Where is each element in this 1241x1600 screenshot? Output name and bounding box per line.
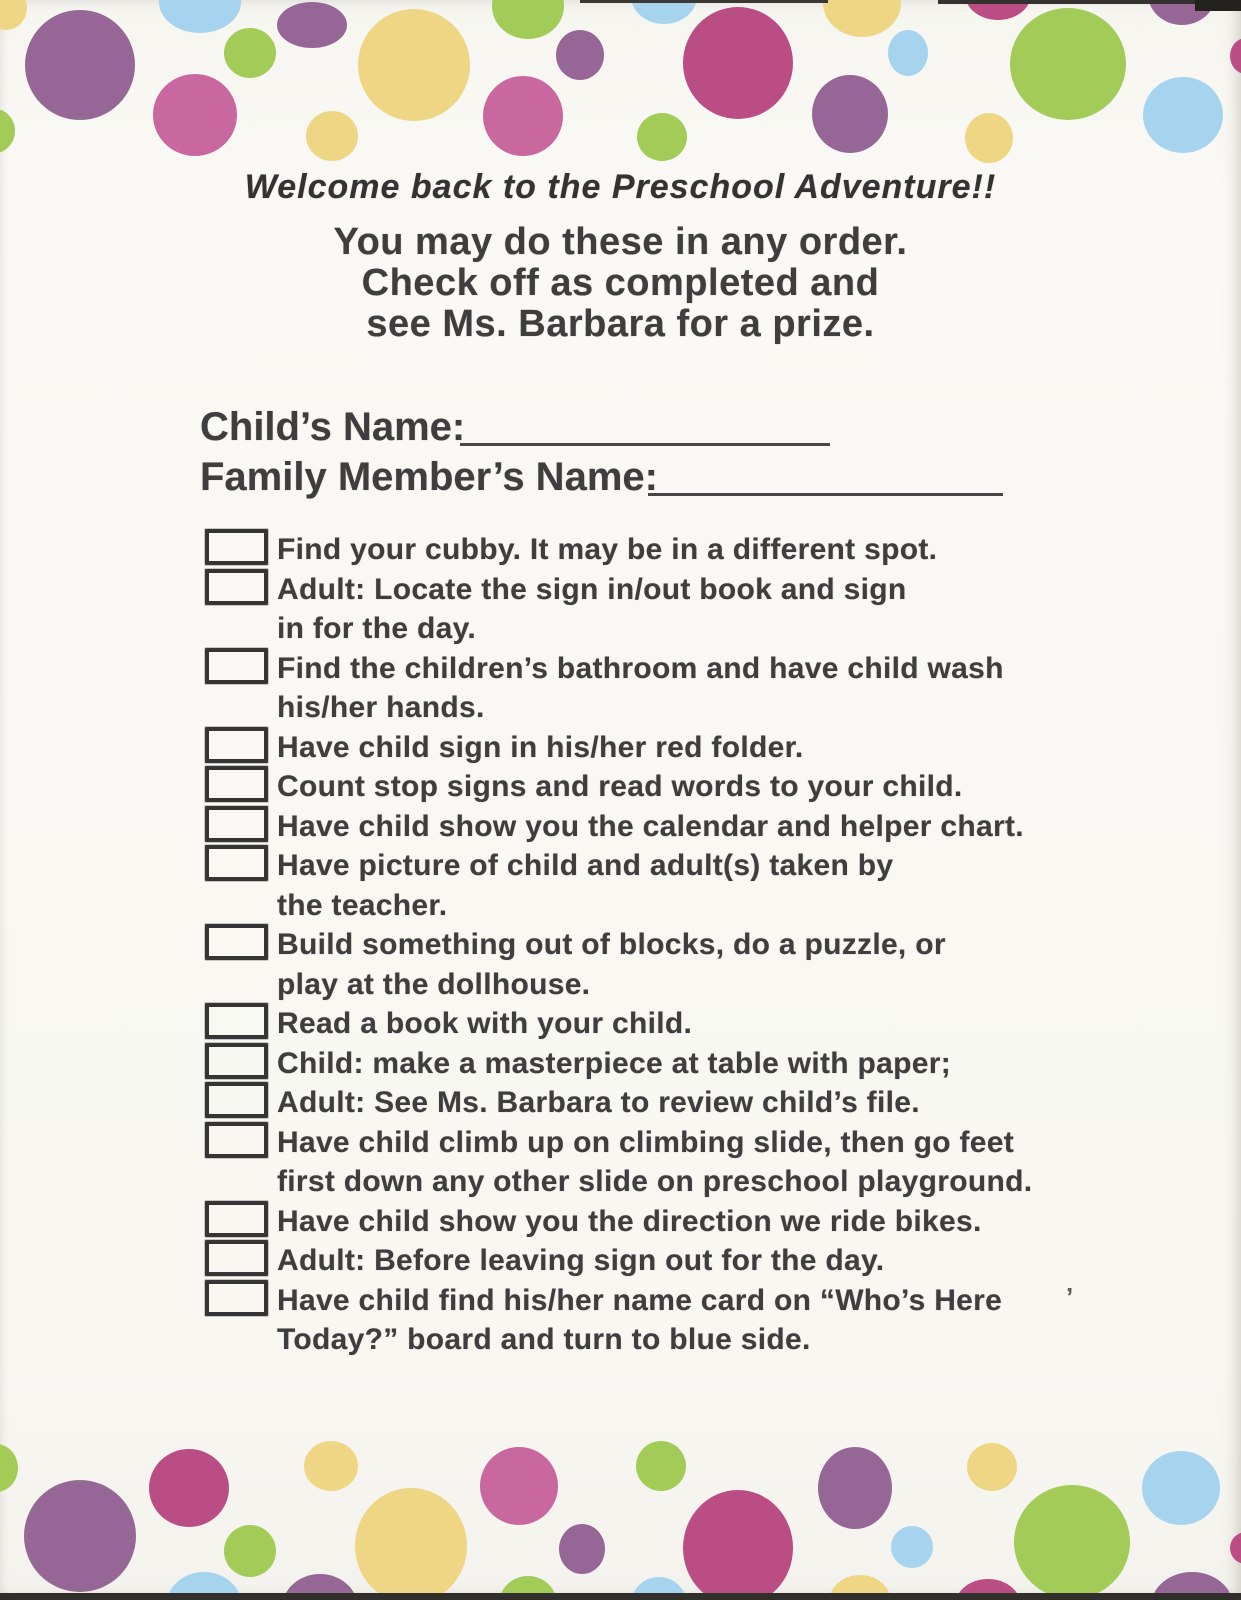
checklist-item-line: play at the dollhouse. — [277, 967, 591, 1001]
checkbox[interactable] — [205, 1240, 268, 1276]
checkbox[interactable] — [205, 529, 268, 565]
checklist-item — [205, 1241, 1032, 1281]
checkbox[interactable] — [205, 1201, 268, 1237]
checklist-item — [205, 1004, 1032, 1044]
document-title: Welcome back to the Preschool Adventure!! — [244, 168, 997, 206]
checkbox[interactable] — [205, 1043, 268, 1079]
scan-edge-artifact — [580, 0, 828, 3]
checklist — [205, 530, 1032, 1360]
family-member-name-label: Family Member’s Name: — [200, 455, 658, 499]
checkbox[interactable] — [205, 1122, 268, 1158]
checklist-item — [205, 1281, 1032, 1360]
scan-edge-artifact — [1195, 0, 1241, 11]
checklist-item-text — [277, 925, 946, 1004]
checkbox[interactable] — [205, 569, 268, 605]
child-name-label: Child’s Name: — [200, 405, 466, 449]
checklist-item-line: Have child find his/her name card on “Who’s Here — [277, 1283, 1003, 1317]
checklist-item-line: Find the children’s bathroom and have child wash — [277, 651, 1004, 685]
intro-line: see Ms. Barbara for a prize. — [366, 303, 875, 345]
checkbox[interactable] — [205, 1082, 268, 1118]
checklist-item — [205, 649, 1032, 728]
checklist-item-line: Adult: See Ms. Barbara to review child’s file. — [277, 1086, 920, 1119]
checklist-item-text — [277, 807, 1024, 847]
name-fields — [200, 402, 1003, 502]
checkbox[interactable] — [205, 924, 268, 960]
checkbox[interactable] — [205, 648, 268, 684]
scan-stray-mark: ’ — [1066, 1282, 1074, 1312]
checklist-item — [205, 1202, 1032, 1242]
checklist-item-line: Adult: Before leaving sign out for the day. — [277, 1244, 885, 1277]
checklist-item-text — [277, 1241, 884, 1281]
checklist-item — [205, 925, 1032, 1004]
family-member-name-input-line[interactable] — [648, 453, 1003, 496]
intro-text — [28, 222, 1213, 345]
checklist-item-text — [277, 846, 893, 925]
checklist-item-line: the teacher. — [277, 888, 448, 922]
checklist-item-text — [277, 1123, 1032, 1202]
checkbox[interactable] — [205, 845, 268, 881]
family-member-name-row — [200, 452, 1003, 502]
checklist-item-text — [277, 570, 907, 649]
checklist-item-line: Have child climb up on climbing slide, then go feet — [277, 1125, 1015, 1159]
checklist-item — [205, 1083, 1032, 1123]
intro-line: You may do these in any order. — [333, 221, 908, 263]
checklist-item — [205, 1044, 1032, 1084]
checkbox[interactable] — [205, 766, 268, 802]
checklist-item-text — [277, 1281, 1002, 1360]
checkbox[interactable] — [205, 1280, 268, 1316]
checklist-item — [205, 1123, 1032, 1202]
checklist-item — [205, 728, 1032, 768]
checkbox[interactable] — [205, 806, 268, 842]
checklist-item-text — [277, 1004, 692, 1044]
checklist-item-text — [277, 1202, 982, 1242]
checklist-item-line: Adult: Locate the sign in/out book and sign — [277, 572, 907, 606]
checklist-item-line: Count stop signs and read words to your child. — [277, 770, 963, 803]
checklist-item-text — [277, 1083, 920, 1123]
checklist-item-line: Have child show you the direction we ride bikes. — [277, 1204, 982, 1238]
checklist-item-line: Have child sign in his/her red folder. — [277, 730, 804, 764]
checklist-item — [205, 530, 1032, 570]
checklist-item-line: Build something out of blocks, do a puzzle, or — [277, 928, 946, 961]
checklist-item-line: Have picture of child and adult(s) taken by — [277, 849, 894, 882]
checkbox[interactable] — [205, 727, 268, 763]
checklist-item-text — [277, 649, 1004, 728]
checklist-item-text — [277, 728, 804, 768]
checklist-item-line: his/her hands. — [277, 691, 485, 724]
checklist-item-line: Find your cubby. It may be in a different spot. — [277, 533, 938, 566]
checklist-item-line: in for the day. — [277, 612, 476, 645]
checkbox[interactable] — [205, 1003, 268, 1039]
intro-line: Check off as completed and — [361, 262, 880, 304]
checklist-item-line: Child: make a masterpiece at table with paper; — [277, 1046, 952, 1080]
checklist-item — [205, 570, 1032, 649]
checklist-item — [205, 807, 1032, 847]
checklist-item-line: Read a book with your child. — [277, 1007, 693, 1040]
scan-edge-artifact — [0, 1593, 1241, 1600]
checklist-item-text — [277, 767, 963, 807]
checklist-item — [205, 846, 1032, 925]
checklist-item-text — [277, 530, 937, 570]
child-name-row — [200, 402, 1003, 452]
checklist-item-line: Today?” board and turn to blue side. — [277, 1323, 811, 1356]
checklist-item-line: Have child show you the calendar and helper chart. — [277, 809, 1024, 843]
checklist-item-line: first down any other slide on preschool playground. — [277, 1165, 1033, 1198]
child-name-input-line[interactable] — [460, 403, 830, 446]
checklist-item-text — [277, 1044, 951, 1084]
checklist-item — [205, 767, 1032, 807]
